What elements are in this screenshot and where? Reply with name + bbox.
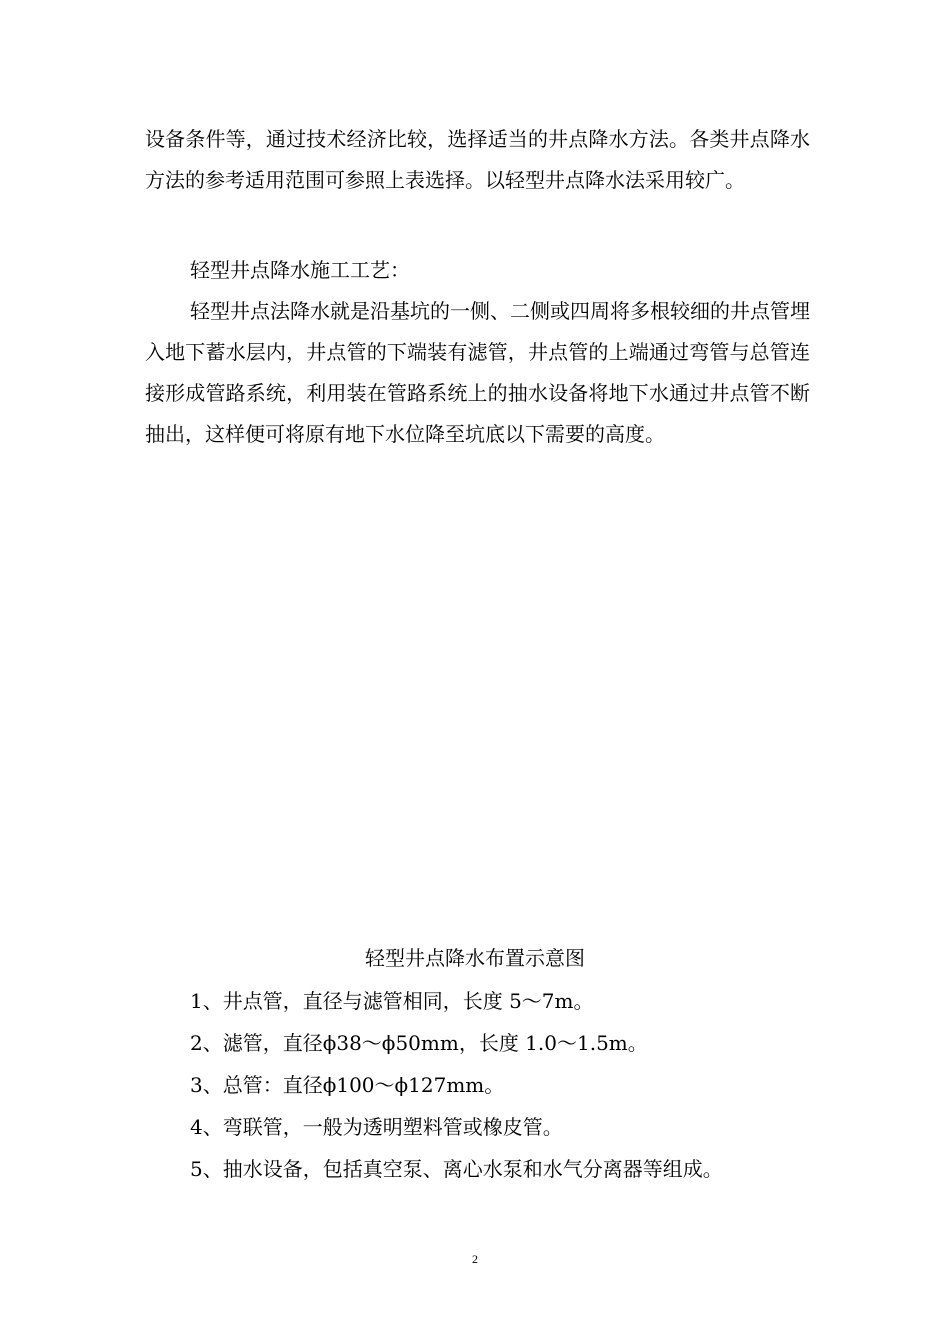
list-item: 2、滤管，直径ϕ38～ϕ50mm，长度 1.0～1.5m。 — [190, 1031, 648, 1055]
paragraph-wellpoint-method: 轻型井点法降水就是沿基坑的一侧、二侧或四周将多根较细的井点管埋入地下蓄水层内，井点管的下端装有滤管，井点管的上端通过弯管与总管连接形成管路系统，利用装在管路系统上的抽水设备将地下水通过井点管不断抽出，这样便可将原有地下水位降至坑底以下需要的高度。 — [145, 299, 810, 446]
paragraph-equipment-conditions: 设备条件等，通过技术经济比较，选择适当的井点降水方法。各类井点降水方法的参考适用范围可参照上表选择。以轻型井点降水法采用较广。 — [145, 127, 810, 192]
list-item: 1、井点管，直径与滤管相同，长度 5～7m。 — [190, 989, 594, 1013]
section-heading-construction-process: 轻型井点降水施工工艺： — [190, 258, 410, 282]
list-item: 4、弯联管，一般为透明塑料管或橡皮管。 — [190, 1115, 563, 1139]
list-item: 3、总管：直径ϕ100～ϕ127mm。 — [190, 1073, 505, 1097]
figure-title: 轻型井点降水布置示意图 — [365, 946, 585, 970]
page-number: 2 — [472, 1252, 478, 1266]
list-item: 5、抽水设备，包括真空泵、离心水泵和水气分离器等组成。 — [190, 1157, 723, 1181]
component-list — [190, 981, 830, 1191]
